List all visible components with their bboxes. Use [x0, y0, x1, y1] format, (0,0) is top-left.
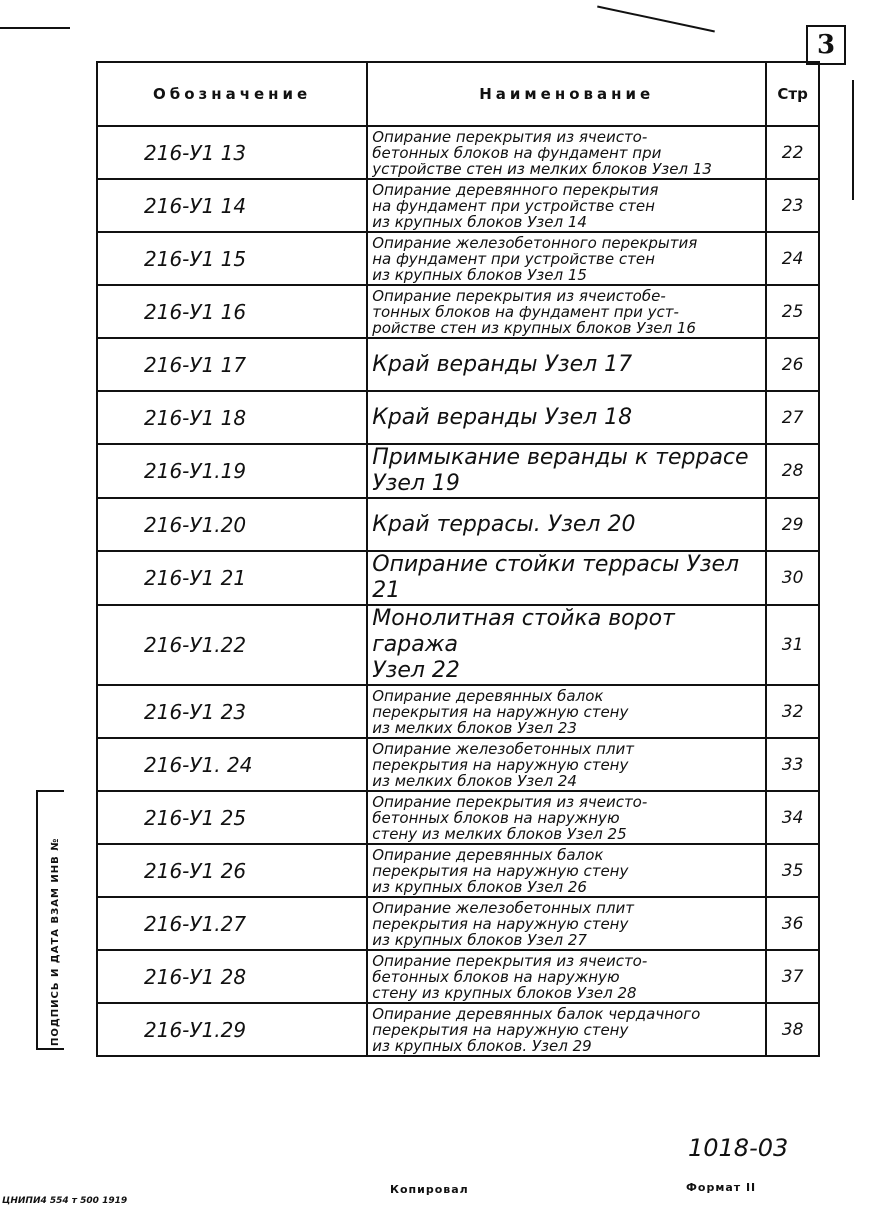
row-name [367, 738, 766, 791]
row-code: 216-У1 14 [97, 179, 367, 232]
row-name [367, 685, 766, 738]
table-row [97, 551, 819, 605]
row-name-line: Опирание перекрытия из ячеистобе- [372, 286, 666, 305]
row-name [367, 285, 766, 338]
row-code: 216-У1 16 [97, 285, 367, 338]
row-code: 216-У1 15 [97, 232, 367, 285]
row-page: 35 [766, 844, 819, 897]
row-name-line: Опирание деревянных балок чердачного [372, 1004, 701, 1023]
row-code: 216-У1 13 [97, 126, 367, 179]
row-code: 216-У1. 24 [97, 738, 367, 791]
table-header [97, 62, 819, 126]
row-name-line: перекрытия на наружную стену [372, 861, 629, 880]
row-name-line: на фундамент при устройстве стен [372, 196, 655, 215]
row-page: 37 [766, 950, 819, 1003]
table-row [97, 791, 819, 844]
scan-mark [0, 27, 70, 29]
row-page: 31 [766, 605, 819, 685]
row-name [367, 897, 766, 950]
table-row [97, 605, 819, 685]
sheet-number: 3 [806, 25, 846, 65]
table-row [97, 179, 819, 232]
table-row [97, 844, 819, 897]
row-page: 38 [766, 1003, 819, 1056]
row-code: 216-У1 21 [97, 551, 367, 605]
row-name [367, 338, 766, 391]
row-name-line: устройстве стен из мелких блоков Узел 13 [372, 159, 712, 178]
row-page: 32 [766, 685, 819, 738]
row-name-line: Опирание перекрытия из ячеисто- [372, 127, 648, 146]
contents-table [96, 61, 820, 1057]
row-code: 216-У1.19 [97, 444, 367, 498]
row-name-line: перекрытия на наружную стену [372, 914, 629, 933]
row-name [367, 444, 766, 498]
header-page: Стр [766, 62, 819, 126]
row-page: 23 [766, 179, 819, 232]
row-page: 30 [766, 551, 819, 605]
row-code: 216-У1 26 [97, 844, 367, 897]
row-code: 216-У1 23 [97, 685, 367, 738]
row-name-line: бетонных блоков на наружную [372, 967, 620, 986]
row-page: 36 [766, 897, 819, 950]
row-name-line: из крупных блоков Узел 15 [372, 265, 587, 284]
row-page: 29 [766, 498, 819, 551]
row-name-line: Опирание стойки террасы Узел 21 [372, 552, 740, 603]
scan-mark [852, 80, 854, 200]
row-page: 22 [766, 126, 819, 179]
row-name-line: Опирание железобетонного перекрытия [372, 233, 698, 252]
row-name-line: из крупных блоков Узел 26 [372, 877, 587, 896]
table-row [97, 444, 819, 498]
row-code: 216-У1.22 [97, 605, 367, 685]
row-name [367, 1003, 766, 1056]
row-code: 216-У1.27 [97, 897, 367, 950]
row-name-line: Опирание перекрытия из ячеисто- [372, 951, 648, 970]
row-name [367, 179, 766, 232]
table-row [97, 897, 819, 950]
row-page: 34 [766, 791, 819, 844]
row-name-line: Опирание железобетонных плит [372, 898, 634, 917]
side-stamp-text: ПОДПИСЬ И ДАТА ВЗАМ ИНВ № [50, 837, 61, 1046]
table-row [97, 232, 819, 285]
row-name-line: бетонных блоков на наружную [372, 808, 620, 827]
row-name-line: из мелких блоков Узел 24 [372, 771, 577, 790]
row-name-line: Опирание железобетонных плит [372, 739, 634, 758]
row-name-line: Узел 19 [372, 471, 460, 496]
table-row [97, 1003, 819, 1056]
row-page: 26 [766, 338, 819, 391]
row-page: 33 [766, 738, 819, 791]
row-name-line: Монолитная стойка ворот гаража [372, 606, 675, 657]
row-name [367, 950, 766, 1003]
row-name [367, 498, 766, 551]
row-name-line: Узел 22 [372, 658, 460, 683]
row-name [367, 791, 766, 844]
row-page: 28 [766, 444, 819, 498]
row-name-line: Опирание деревянных балок [372, 686, 604, 705]
document-number: 1018-03 [688, 1134, 789, 1162]
table-row [97, 126, 819, 179]
row-code: 216-У1 28 [97, 950, 367, 1003]
table-row [97, 285, 819, 338]
row-name-line: из крупных блоков. Узел 29 [372, 1036, 592, 1055]
row-name-line: Опирание деревянных балок [372, 845, 604, 864]
row-page: 27 [766, 391, 819, 444]
row-name-line: Опирание перекрытия из ячеисто- [372, 792, 648, 811]
row-name-line: ройстве стен из крупных блоков Узел 16 [372, 318, 696, 337]
scan-mark [597, 6, 715, 33]
row-code: 216-У1 18 [97, 391, 367, 444]
row-name-line: тонных блоков на фундамент при уст- [372, 302, 679, 321]
row-code: 216-У1 25 [97, 791, 367, 844]
row-code: 216-У1.20 [97, 498, 367, 551]
row-name-line: перекрытия на наружную стену [372, 702, 629, 721]
row-name [367, 126, 766, 179]
row-name-line: Край террасы. Узел 20 [372, 511, 636, 537]
row-name-line: на фундамент при устройстве стен [372, 249, 655, 268]
row-code: 216-У1 17 [97, 338, 367, 391]
row-name-line: Примыкание веранды к террасе [372, 445, 749, 470]
row-page: 25 [766, 285, 819, 338]
row-name-line: из крупных блоков Узел 14 [372, 212, 587, 231]
header-name: Наименование [367, 62, 766, 126]
table-row [97, 391, 819, 444]
row-name-line: из мелких блоков Узел 23 [372, 718, 577, 737]
row-name-line: Край веранды Узел 18 [372, 404, 633, 430]
row-name-line: перекрытия на наружную стену [372, 1020, 629, 1039]
row-name [367, 391, 766, 444]
table-row [97, 498, 819, 551]
row-name-line: стену из мелких блоков Узел 25 [372, 824, 627, 843]
copied-label: Копировал [390, 1183, 469, 1196]
row-name-line: Край веранды Узел 17 [372, 351, 633, 377]
row-name [367, 551, 766, 605]
row-name-line: бетонных блоков на фундамент при [372, 143, 662, 162]
row-name-line: из крупных блоков Узел 27 [372, 930, 587, 949]
header-code: Обозначение [97, 62, 367, 126]
print-code: ЦНИПИ4 554 т 500 1919 [2, 1196, 128, 1206]
row-name [367, 232, 766, 285]
row-name-line: Опирание деревянного перекрытия [372, 180, 659, 199]
table-row [97, 950, 819, 1003]
table-row [97, 685, 819, 738]
row-name-line: перекрытия на наружную стену [372, 755, 629, 774]
table-row [97, 738, 819, 791]
row-code: 216-У1.29 [97, 1003, 367, 1056]
row-name-line: стену из крупных блоков Узел 28 [372, 983, 637, 1002]
row-page: 24 [766, 232, 819, 285]
row-name [367, 605, 766, 685]
row-name [367, 844, 766, 897]
table-row [97, 338, 819, 391]
format-label: Формат II [686, 1181, 757, 1194]
